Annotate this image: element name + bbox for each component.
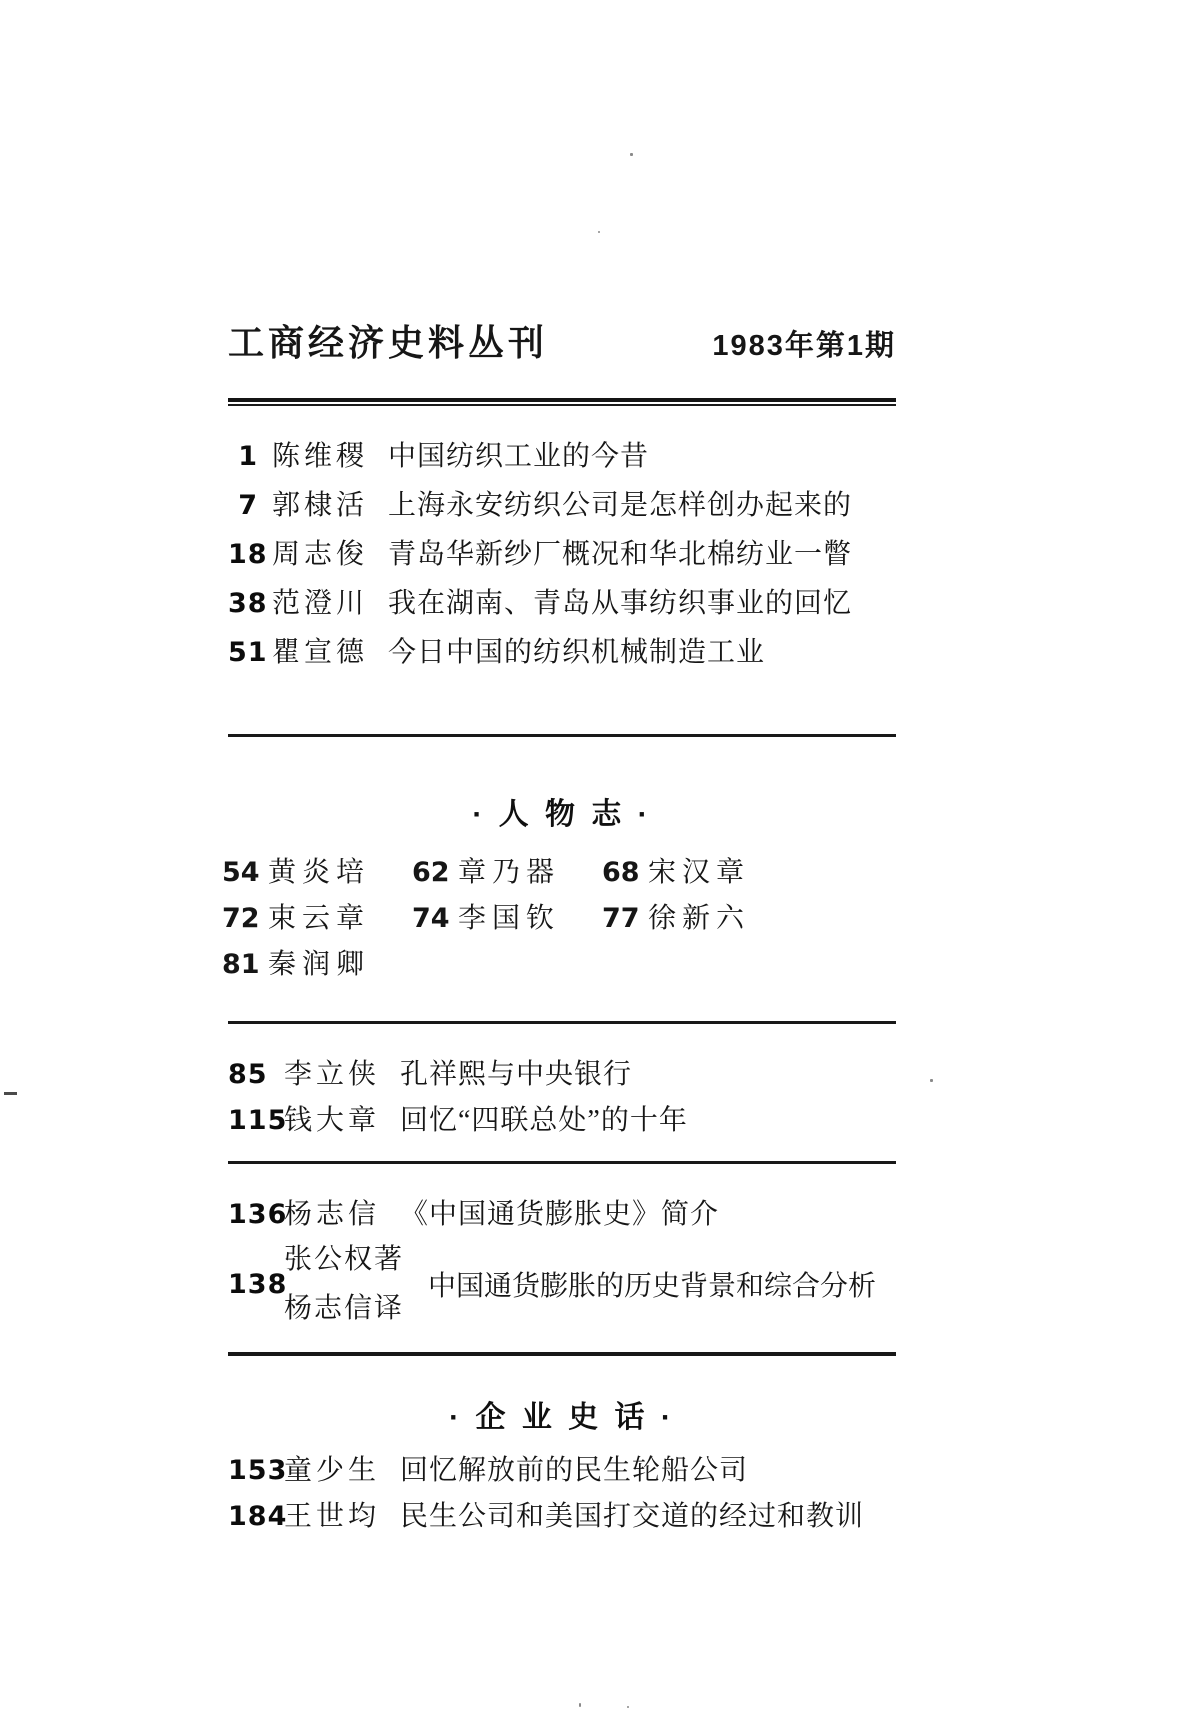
scan-speck xyxy=(630,153,633,156)
issue-label: 1983年第1期 xyxy=(712,330,896,362)
author-name: 钱大章 xyxy=(284,1105,381,1136)
scan-speck xyxy=(598,231,600,233)
people-row xyxy=(222,942,912,988)
compound-author-block xyxy=(284,1235,416,1333)
person-name: 徐新六 xyxy=(648,903,751,934)
author-name: 杨志信 xyxy=(284,1199,381,1230)
person-name: 李国钦 xyxy=(458,903,561,934)
page-number: 136 xyxy=(228,1199,288,1230)
article-title: 中国纺织工业的今昔 xyxy=(388,441,650,472)
page-number: 138 xyxy=(228,1268,288,1300)
toc-section-enterprise xyxy=(228,1448,918,1540)
page-number: 51 xyxy=(228,637,268,668)
toc-row xyxy=(228,1098,918,1144)
toc-section-textile xyxy=(228,434,918,679)
author-name: 李立侠 xyxy=(284,1059,381,1090)
section-divider xyxy=(228,1352,896,1356)
page-header xyxy=(228,320,896,366)
person-name: 秦润卿 xyxy=(268,949,371,980)
page-number: 7 xyxy=(238,490,258,521)
author-name: 童少生 xyxy=(284,1455,381,1486)
page-number: 153 xyxy=(228,1455,288,1486)
person-page-number: 54 xyxy=(222,857,260,888)
people-entry xyxy=(602,896,792,936)
scan-speck xyxy=(579,1703,581,1707)
people-entry xyxy=(602,850,792,890)
toc-row xyxy=(228,1192,918,1238)
person-page-number: 72 xyxy=(222,903,260,934)
scan-speck xyxy=(627,1706,629,1708)
section-divider xyxy=(228,1021,896,1024)
people-row xyxy=(222,850,912,896)
person-page-number: 62 xyxy=(412,857,450,888)
scan-mark-dash xyxy=(4,1092,17,1095)
enterprise-section-heading: · 企 业 史 话 · xyxy=(449,1401,675,1434)
toc-row xyxy=(228,434,918,483)
author-name: 周志俊 xyxy=(272,539,369,570)
toc-section-banking xyxy=(228,1052,918,1144)
people-entry xyxy=(412,850,602,890)
author-name: 瞿宣德 xyxy=(272,637,369,668)
toc-row xyxy=(228,1448,918,1494)
toc-row xyxy=(228,532,918,581)
page-number: 1 xyxy=(238,441,258,472)
author-line: 杨志信译 xyxy=(284,1293,405,1324)
person-name: 章乃器 xyxy=(458,857,561,888)
scan-speck xyxy=(930,1079,933,1082)
section-divider xyxy=(228,734,896,737)
person-page-number: 68 xyxy=(602,857,640,888)
article-title: 青岛华新纱厂概况和华北棉纺业一瞥 xyxy=(388,539,853,570)
toc-row xyxy=(228,1052,918,1098)
toc-row-compound xyxy=(228,1234,918,1334)
article-title: 孔祥熙与中央银行 xyxy=(400,1059,633,1090)
article-title: 回忆“四联总处”的十年 xyxy=(400,1105,688,1136)
person-name: 束云章 xyxy=(268,903,371,934)
person-page-number: 77 xyxy=(602,903,640,934)
people-entry xyxy=(412,896,602,936)
author-line: 张公权著 xyxy=(284,1244,405,1275)
toc-row xyxy=(228,1494,918,1540)
header-double-rule xyxy=(228,398,896,406)
author-name: 王世均 xyxy=(284,1501,381,1532)
toc-row xyxy=(228,483,918,532)
person-page-number: 74 xyxy=(412,903,450,934)
author-name: 郭棣活 xyxy=(272,490,369,521)
person-page-number: 81 xyxy=(222,949,260,980)
article-title: 民生公司和美国打交道的经过和教训 xyxy=(400,1501,865,1532)
people-section-heading: · 人 物 志 · xyxy=(472,798,652,831)
person-name: 黄炎培 xyxy=(268,857,371,888)
page-number: 115 xyxy=(228,1105,288,1136)
people-entry xyxy=(222,942,412,982)
article-title: 《中国通货膨胀史》简介 xyxy=(400,1199,720,1230)
page-number: 38 xyxy=(228,588,268,619)
person-name: 宋汉章 xyxy=(648,857,751,888)
article-title: 我在湖南、青岛从事纺织事业的回忆 xyxy=(388,588,853,619)
section-divider xyxy=(228,1161,896,1164)
page-number: 85 xyxy=(228,1059,268,1090)
page-number: 18 xyxy=(228,539,268,570)
people-entry xyxy=(222,896,412,936)
article-title: 上海永安纺织公司是怎样创办起来的 xyxy=(388,490,853,521)
author-name: 范澄川 xyxy=(272,588,369,619)
article-title: 回忆解放前的民生轮船公司 xyxy=(400,1455,749,1486)
toc-row xyxy=(228,581,918,630)
journal-title: 工商经济史料丛刊 xyxy=(228,323,549,363)
people-row xyxy=(222,896,912,942)
page-number: 184 xyxy=(228,1501,288,1532)
toc-row xyxy=(228,630,918,679)
article-title: 中国通货膨胀的历史背景和综合分析 xyxy=(428,1271,877,1302)
toc-section-inflation xyxy=(228,1192,918,1238)
people-grid xyxy=(222,850,912,988)
author-name: 陈维稷 xyxy=(272,441,369,472)
article-title: 今日中国的纺织机械制造工业 xyxy=(388,637,766,668)
people-entry xyxy=(222,850,412,890)
